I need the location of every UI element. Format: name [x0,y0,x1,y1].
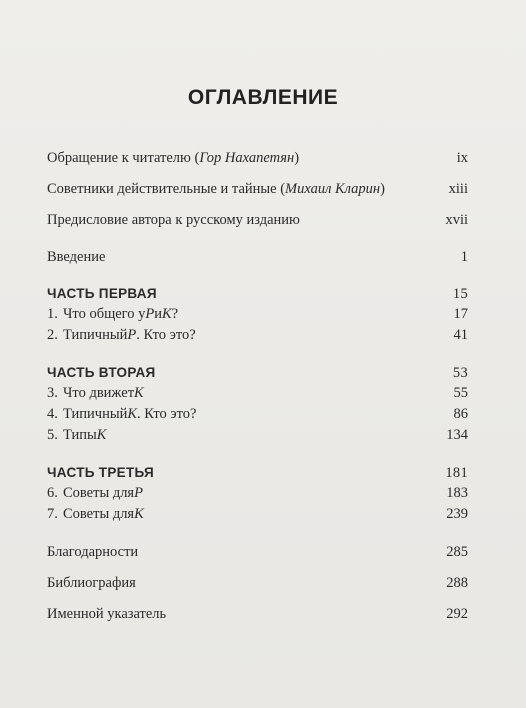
toc-entry-page: 292 [446,606,468,622]
toc-chapter-page: 17 [453,306,468,322]
toc-chapter-page: 183 [446,485,468,501]
toc-entry-title: Введение [47,249,106,265]
toc-entry-front-0 [47,148,468,168]
toc-entry-page: 1 [460,249,468,265]
toc-part-page: 53 [452,365,468,381]
toc-entry-back-1 [47,573,468,593]
toc-entry-page: 288 [446,575,468,591]
toc-part-label: ЧАСТЬ ВТОРАЯ [47,365,156,380]
toc-chapter-page: 55 [453,385,468,401]
toc-chapter-page: 239 [446,506,468,522]
toc-chapter-6 [47,483,468,504]
toc-entry-title: Библиография [47,575,136,591]
toc-part-3 [47,463,468,483]
toc-chapter-page: 41 [453,327,468,343]
toc-entry-title: Обращение к читателю ( Гор Нахапетян ) [47,150,300,166]
toc-entry-back-2 [47,604,468,624]
toc-chapter-4 [47,404,468,425]
toc-chapter-title: 2. Типичный Р . Кто это? [47,327,196,343]
toc-chapter-page: 86 [453,406,468,422]
table-of-contents [47,148,468,624]
toc-entry-title: Именной указатель [47,606,167,622]
toc-entry-title: Благодарности [47,544,139,560]
toc-chapter-7 [47,504,468,525]
toc-entry-back-0 [47,542,468,562]
toc-chapter-5 [47,425,468,446]
toc-chapter-1 [47,304,468,325]
toc-chapter-title: 5. Типы К [47,427,107,443]
toc-entry-page: xiii [448,181,468,197]
toc-entry-front-1 [47,179,468,199]
toc-entry-page: 285 [446,544,468,560]
toc-entry-page: ix [456,150,468,166]
toc-entry-title: Предисловие автора к русскому изданию [47,212,300,228]
toc-part-2 [47,363,468,383]
toc-entry-front-2 [47,210,468,230]
toc-chapter-2 [47,325,468,346]
toc-part-page: 181 [445,465,468,481]
toc-chapter-title: 3. Что движет К [47,385,144,401]
toc-chapter-page: 134 [446,427,468,443]
toc-heading: ОГЛАВЛЕНИЕ [187,86,339,109]
toc-entry-page: xvii [445,212,468,228]
toc-chapter-title: 4. Типичный К . Кто это? [47,406,197,422]
toc-entry-front-3 [47,247,468,267]
toc-part-label: ЧАСТЬ ПЕРВАЯ [47,286,157,301]
toc-part-page: 15 [452,286,468,302]
toc-part-1 [47,284,468,304]
toc-chapter-title: 7. Советы для К [47,506,144,522]
toc-entry-title: Советники действительные и тайные ( Михаил Кларин ) [47,181,385,197]
toc-chapter-3 [47,383,468,404]
toc-part-label: ЧАСТЬ ТРЕТЬЯ [47,465,155,480]
toc-chapter-title: 6. Советы для Р [47,485,143,501]
toc-chapter-title: 1. Что общего у Р и К ? [47,306,179,322]
